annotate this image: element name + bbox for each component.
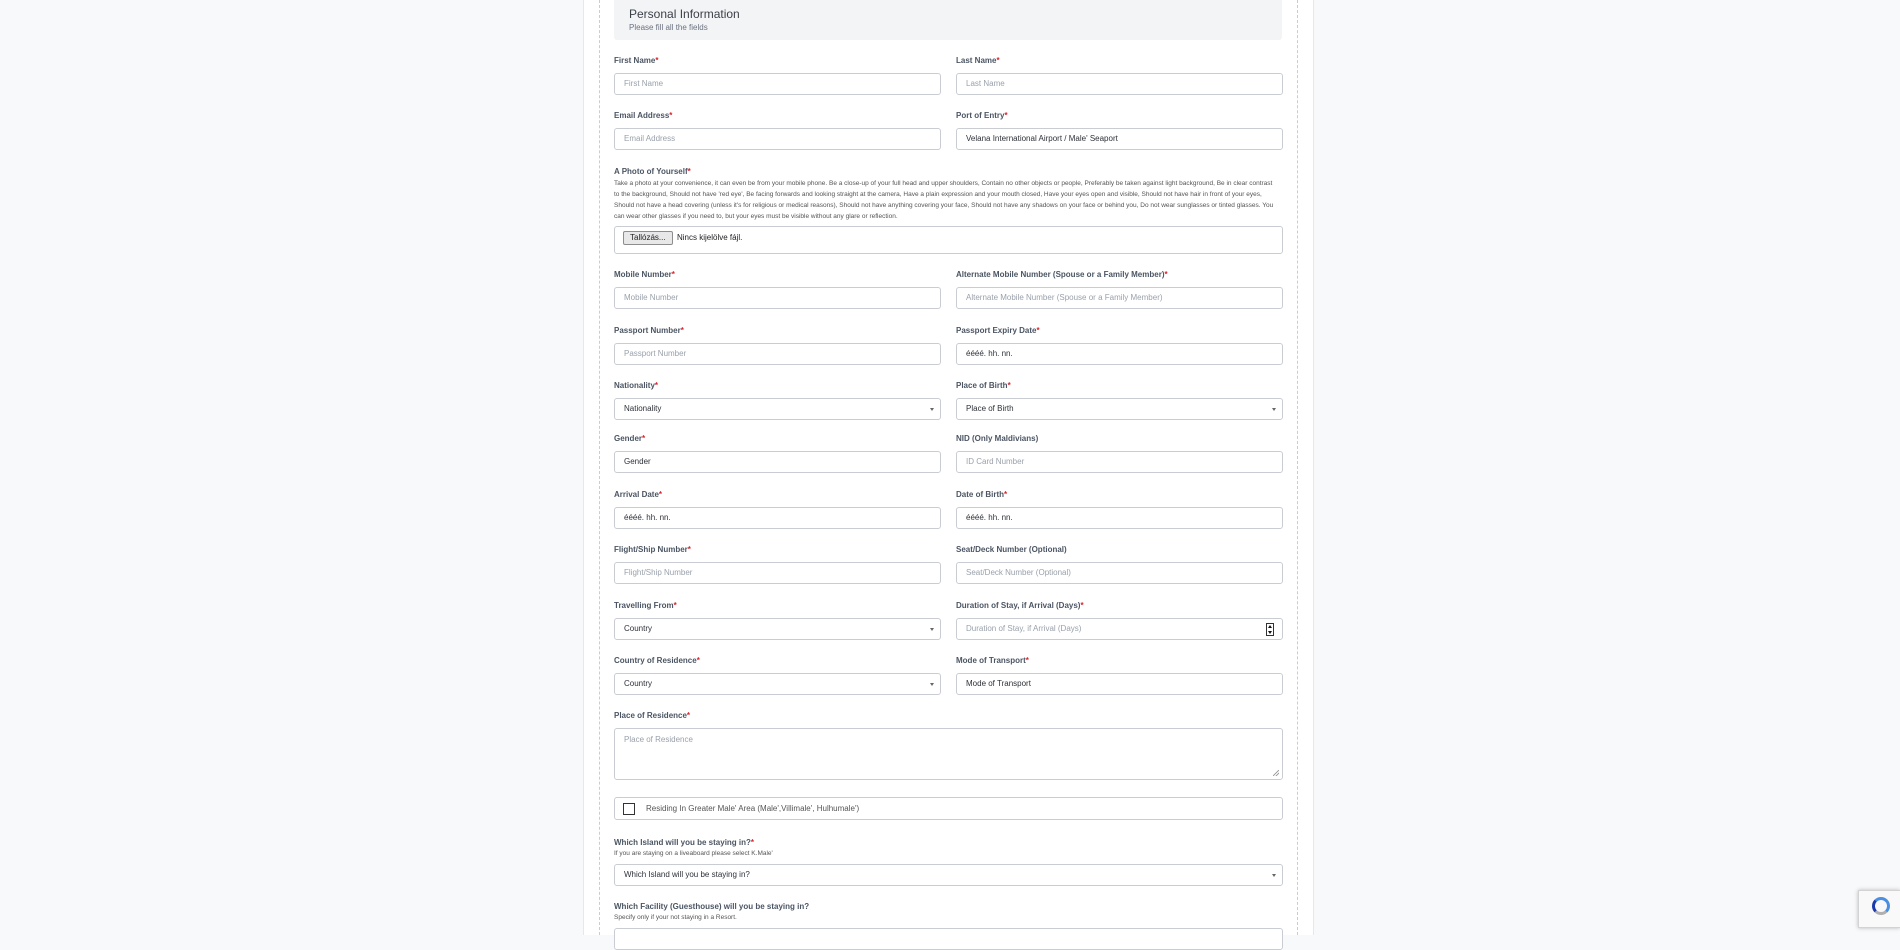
country-of-residence-label: Country of Residence* <box>614 656 700 665</box>
flight-ship-label: Flight/Ship Number* <box>614 545 691 554</box>
first-name-input[interactable]: First Name <box>614 73 941 95</box>
duration-of-stay-label: Duration of Stay, if Arrival (Days)* <box>956 601 1084 610</box>
section-subtitle: Please fill all the fields <box>629 23 708 32</box>
seat-deck-input[interactable]: Seat/Deck Number (Optional) <box>956 562 1283 584</box>
place-of-birth-select[interactable] <box>956 398 1283 420</box>
island-select[interactable] <box>614 864 1283 886</box>
no-file-text: Nincs kijelölve fájl. <box>677 233 743 242</box>
arrival-date-field <box>614 490 941 532</box>
place-of-birth-select-value: Place of Birth <box>966 404 1014 413</box>
first-name-field <box>614 56 941 98</box>
email-input[interactable]: Email Address <box>614 128 941 150</box>
arrival-date-input[interactable]: éééé. hh. nn. <box>614 507 941 529</box>
alt-mobile-field <box>956 270 1283 312</box>
facility-input[interactable] <box>614 928 1283 950</box>
number-spinner-icon[interactable] <box>1266 623 1274 636</box>
passport-expiry-field <box>956 326 1283 368</box>
email-field <box>614 111 941 153</box>
passport-number-label: Passport Number* <box>614 326 684 335</box>
island-field <box>614 838 1283 886</box>
greater-male-checkbox[interactable] <box>623 803 635 815</box>
photo-field <box>614 167 1283 257</box>
place-of-birth-field <box>956 381 1283 423</box>
mode-of-transport-label: Mode of Transport* <box>956 656 1029 665</box>
mode-of-transport-field <box>956 656 1283 698</box>
browse-button[interactable]: Tallózás... <box>623 231 673 245</box>
right-dashed-border <box>1297 0 1298 935</box>
greater-male-checkbox-row[interactable] <box>614 797 1283 820</box>
nationality-select[interactable] <box>614 398 941 420</box>
travelling-from-field <box>614 601 941 643</box>
island-label: Which Island will you be staying in?* <box>614 838 755 847</box>
seat-deck-field <box>956 545 1283 587</box>
mobile-input[interactable]: Mobile Number <box>614 287 941 309</box>
nationality-select-value: Nationality <box>624 404 662 413</box>
country-of-residence-select[interactable] <box>614 673 941 695</box>
duration-of-stay-placeholder: Duration of Stay, if Arrival (Days) <box>966 624 1082 633</box>
photo-label: A Photo of Yourself* <box>614 167 691 176</box>
recaptcha-icon <box>1872 897 1890 915</box>
facility-help-text: Specify only if your not staying in a Resort. <box>614 914 737 921</box>
gender-select[interactable]: Gender <box>614 451 941 473</box>
passport-number-field <box>614 326 941 368</box>
alt-mobile-input[interactable]: Alternate Mobile Number (Spouse or a Family Member) <box>956 287 1283 309</box>
date-of-birth-label: Date of Birth* <box>956 490 1008 499</box>
port-of-entry-input[interactable]: Velana International Airport / Male' Seaport <box>956 128 1283 150</box>
left-dashed-border <box>599 0 600 935</box>
last-name-input[interactable]: Last Name <box>956 73 1283 95</box>
duration-of-stay-field <box>956 601 1283 643</box>
chevron-down-icon <box>930 408 934 411</box>
country-of-residence-select-value: Country <box>624 679 653 688</box>
greater-male-label: Residing In Greater Male' Area (Male',Villimale', Hulhumale') <box>646 804 860 813</box>
nid-input[interactable]: ID Card Number <box>956 451 1283 473</box>
passport-expiry-date-input[interactable]: éééé. hh. nn. <box>956 343 1283 365</box>
travelling-from-select[interactable] <box>614 618 941 640</box>
passport-expiry-label: Passport Expiry Date* <box>956 326 1040 335</box>
nid-field <box>956 434 1283 476</box>
gender-label: Gender* <box>614 434 646 443</box>
country-of-residence-field <box>614 656 941 698</box>
section-header <box>614 0 1282 40</box>
facility-label: Which Facility (Guesthouse) will you be staying in? <box>614 902 810 911</box>
duration-of-stay-input[interactable] <box>956 618 1283 640</box>
island-select-value: Which Island will you be staying in? <box>624 870 750 879</box>
mobile-label: Mobile Number* <box>614 270 675 279</box>
place-of-residence-label: Place of Residence* <box>614 711 691 720</box>
island-help-text: If you are staying on a liveaboard please select K.Male' <box>614 850 773 857</box>
facility-field <box>614 902 1283 935</box>
photo-file-input[interactable] <box>614 226 1283 254</box>
nid-label: NID (Only Maldivians) <box>956 434 1039 443</box>
place-of-birth-label: Place of Birth* <box>956 381 1011 390</box>
resize-handle-icon[interactable] <box>1273 770 1279 776</box>
port-of-entry-label: Port of Entry* <box>956 111 1008 120</box>
nationality-field <box>614 381 941 423</box>
last-name-field <box>956 56 1283 98</box>
gender-field <box>614 434 941 476</box>
chevron-down-icon <box>930 683 934 686</box>
flight-ship-input[interactable]: Flight/Ship Number <box>614 562 941 584</box>
mobile-field <box>614 270 941 312</box>
flight-ship-field <box>614 545 941 587</box>
last-name-label: Last Name* <box>956 56 1000 65</box>
nationality-label: Nationality* <box>614 381 659 390</box>
place-of-residence-placeholder: Place of Residence <box>624 735 693 744</box>
place-of-residence-field <box>614 711 1283 781</box>
email-label: Email Address* <box>614 111 673 120</box>
chevron-down-icon <box>930 628 934 631</box>
recaptcha-badge[interactable] <box>1858 890 1900 928</box>
seat-deck-label: Seat/Deck Number (Optional) <box>956 545 1067 554</box>
photo-help-text: Take a photo at your convenience, it can even be from your mobile phone. Be a close-up of your full head and upper shoulders, Contain no other objects or people, Preferably be taken against light background, Be in clear contrast to the background, Should not have 'red eye', Be facing forwards and looking straight at the camera, Have a plain expression and your mouth closed, Have your eyes open and visible, Should not have hair in front of your eyes, Should not have a head covering (unless it's for religious or medical reasons), Should not have anything covering your face, Should not have any shadows on your face or behind you, Do not wear sunglasses or tinted glasses. You can wear other glasses if you need to, but your eyes must be visible without any glare or reflection. <box>614 180 1274 220</box>
arrival-date-label: Arrival Date* <box>614 490 663 499</box>
travelling-from-label: Travelling From* <box>614 601 677 610</box>
port-of-entry-field <box>956 111 1283 153</box>
mode-of-transport-select[interactable]: Mode of Transport <box>956 673 1283 695</box>
passport-number-input[interactable]: Passport Number <box>614 343 941 365</box>
travelling-from-select-value: Country <box>624 624 653 633</box>
place-of-residence-textarea[interactable] <box>614 728 1283 780</box>
date-of-birth-input[interactable]: éééé. hh. nn. <box>956 507 1283 529</box>
chevron-down-icon <box>1272 874 1276 877</box>
section-title: Personal Information <box>629 7 740 21</box>
first-name-label: First Name* <box>614 56 659 65</box>
alt-mobile-label: Alternate Mobile Number (Spouse or a Family Member)* <box>956 270 1168 279</box>
chevron-down-icon <box>1272 408 1276 411</box>
date-of-birth-field <box>956 490 1283 532</box>
